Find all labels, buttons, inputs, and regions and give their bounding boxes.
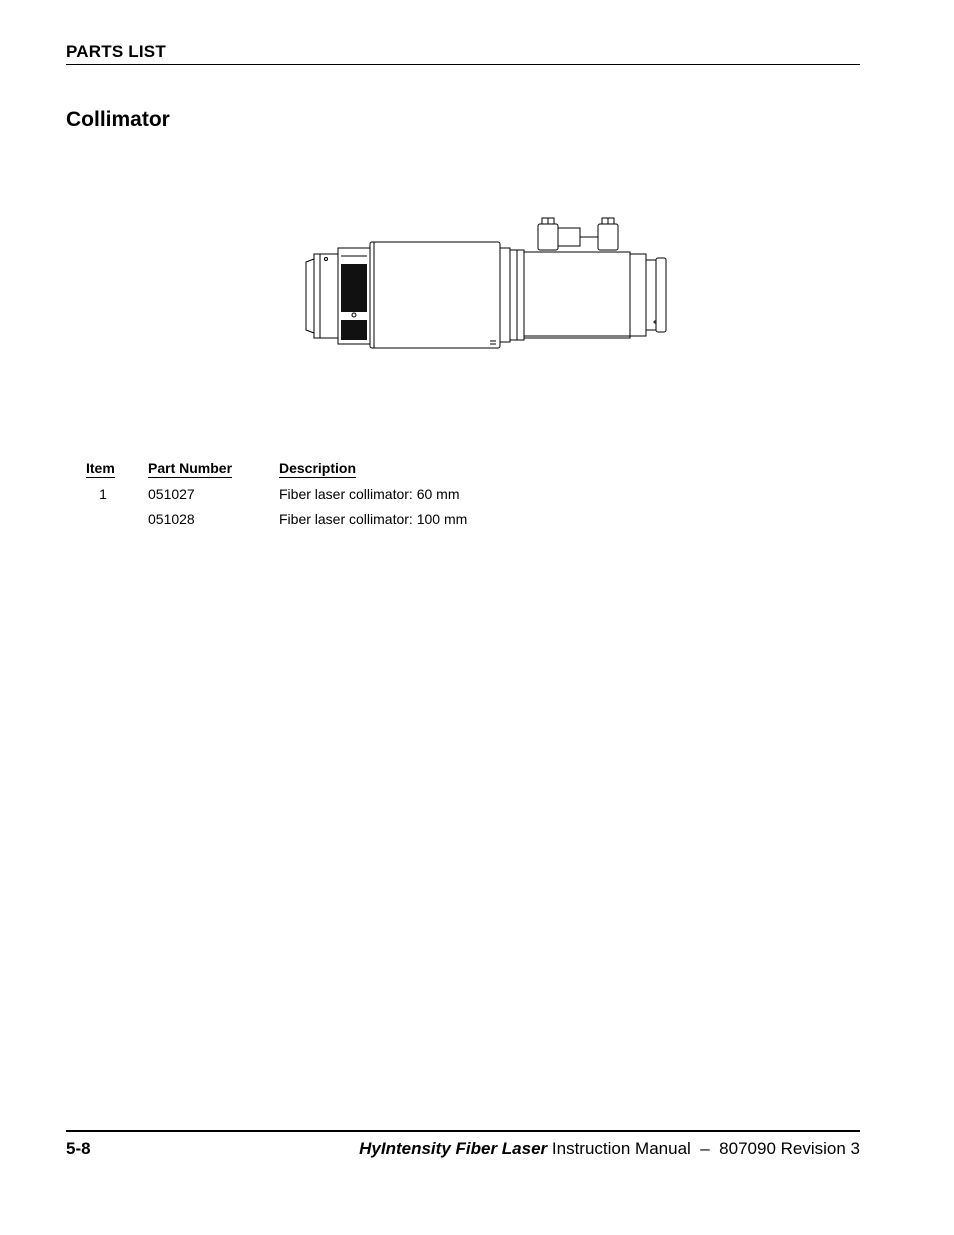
- header-divider: [66, 64, 860, 65]
- page-section-header: PARTS LIST: [66, 42, 166, 61]
- table-header-row: [84, 460, 539, 482]
- collimator-illustration: [300, 212, 670, 352]
- manual-label: Instruction Manual: [551, 1139, 691, 1158]
- table-row: [84, 507, 539, 532]
- footer-separator: –: [700, 1139, 710, 1158]
- column-header-item: Item: [86, 460, 115, 476]
- part-number: 051028: [148, 511, 195, 527]
- part-description: Fiber laser collimator: 100 mm: [279, 511, 468, 527]
- parts-table: [84, 460, 539, 532]
- part-number: 051027: [148, 486, 195, 502]
- section-title: Collimator: [66, 108, 170, 131]
- item-number: [84, 507, 148, 532]
- column-header-description: Description: [279, 460, 357, 476]
- column-header-part-number: Part Number: [148, 460, 233, 476]
- item-number: 1: [99, 486, 107, 502]
- document-revision: 807090 Revision 3: [719, 1139, 860, 1158]
- page-number: 5-8: [66, 1139, 91, 1158]
- footer-divider: [66, 1130, 860, 1132]
- part-description: Fiber laser collimator: 60 mm: [279, 486, 460, 502]
- table-row: [84, 482, 539, 507]
- footer-document-info: [359, 1139, 860, 1159]
- product-name: HyIntensity Fiber Laser: [359, 1139, 548, 1158]
